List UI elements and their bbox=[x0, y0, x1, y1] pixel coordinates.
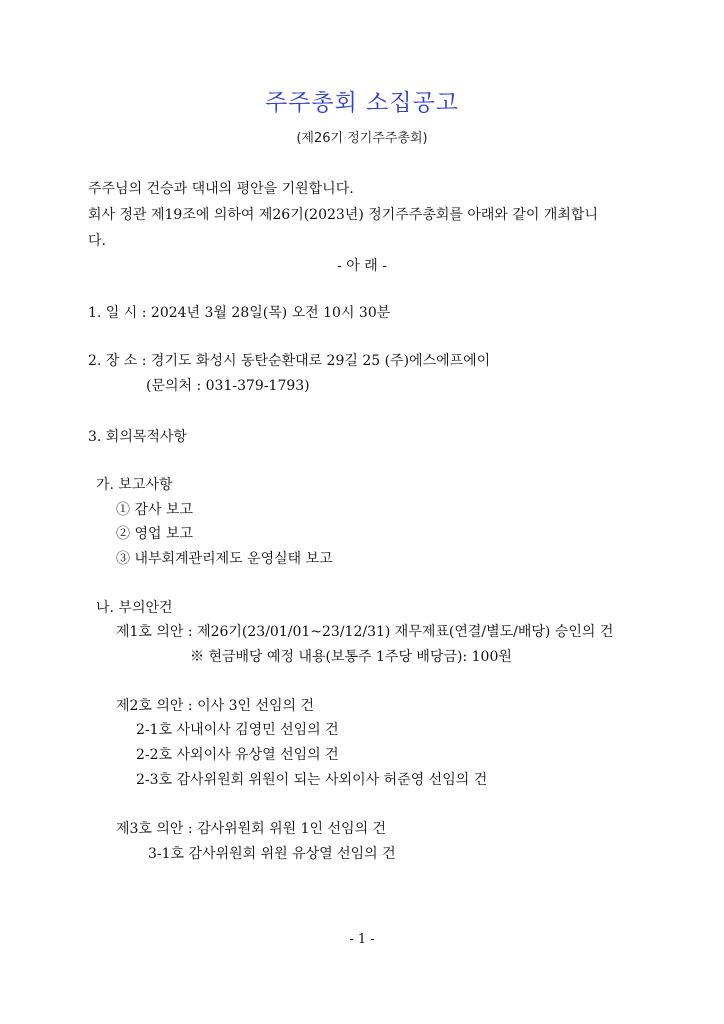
agenda-subitem: 2-3호 감사위원회 위원이 되는 사외이사 허준영 선임의 건 bbox=[136, 772, 488, 788]
intro-line-1: 회사 정관 제19조에 의하여 제26기(2023년) 정기주주총회를 아래와 같이 개최합니 bbox=[88, 207, 598, 223]
intro-line-2: 다. bbox=[88, 233, 106, 249]
report-heading: 가. 보고사항 bbox=[96, 477, 173, 493]
page-number: - 1 - bbox=[349, 932, 375, 947]
greeting-text: 주주님의 건승과 댁내의 평안을 기원합니다. bbox=[88, 181, 354, 197]
agenda-subitem: 2-2호 사외이사 유상열 선임의 건 bbox=[136, 747, 339, 763]
agenda-item-3: 제3호 의안 : 감사위원회 위원 1인 선임의 건 bbox=[116, 821, 387, 837]
agenda-item-2: 제2호 의안 : 이사 3인 선임의 건 bbox=[116, 698, 314, 714]
agenda-heading: 나. 부의안건 bbox=[96, 600, 173, 616]
agenda-subitem: 3-1호 감사위원회 위원 유상열 선임의 건 bbox=[148, 846, 396, 862]
dividend-note: ※ 현금배당 예정 내용(보통주 1주당 배당금): 100원 bbox=[190, 649, 512, 665]
item-agenda: 3. 회의목적사항 bbox=[88, 429, 187, 445]
item-location: 2. 장 소 : 경기도 화성시 동탄순환대로 29길 25 (주)에스에프에이 bbox=[88, 353, 491, 369]
page-subtitle: (제26기 정기주주총회) bbox=[296, 131, 428, 146]
report-item: ② 영업 보고 bbox=[116, 526, 193, 542]
item-datetime: 1. 일 시 : 2024년 3월 28일(목) 오전 10시 30분 bbox=[88, 305, 391, 321]
page-title: 주주총회 소집공고 bbox=[264, 90, 460, 116]
report-item: ① 감사 보고 bbox=[116, 502, 193, 518]
below-marker: - 아 래 - bbox=[337, 258, 387, 274]
agenda-subitem: 2-1호 사내이사 김영민 선임의 건 bbox=[136, 722, 339, 738]
agenda-item-1: 제1호 의안 : 제26기(23/01/01~23/12/31) 재무제표(연결/별도/배당) 승인의 건 bbox=[116, 624, 614, 640]
item-contact: (문의처 : 031-379-1793) bbox=[146, 378, 310, 394]
report-item: ③ 내부회계관리제도 운영실태 보고 bbox=[116, 551, 333, 567]
